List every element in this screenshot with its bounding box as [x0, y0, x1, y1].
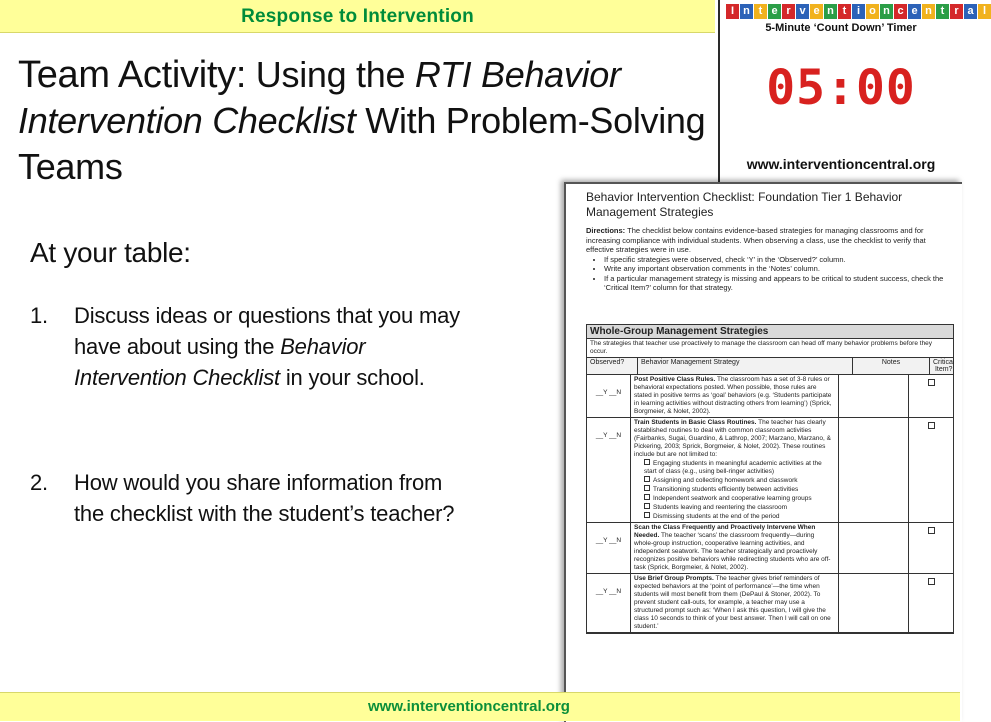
doc-directions [586, 226, 946, 293]
timer-value: 05:00 [766, 60, 916, 116]
table-row [587, 523, 953, 574]
observed-yn: __Y __N [587, 523, 631, 573]
critical-checkbox [909, 418, 953, 522]
timer-url: www.interventioncentral.org [746, 156, 936, 172]
table-row [587, 418, 953, 523]
step-1 [30, 300, 470, 393]
directions-text: The checklist below contains evidence-based strategies for managing classrooms and for increasing compliance with individual students. When observing a class, use the checklist to verify that effective strategies were in use. [586, 226, 926, 254]
observed-yn: __Y __N [587, 375, 631, 417]
sub-item: Engaging students in meaningful academic activities at the start of class (e.g., using bell-ringer activities) [644, 460, 822, 475]
col-observed: Observed? [587, 358, 638, 374]
strategy-cell: Use Brief Group Prompts. The teacher gives brief reminders of expected behaviors at the ‘point of performance’—the time when students will most benefit from them (DePaul & Stoner, 2002). To prevent student call-outs, for example, a teacher may use a structured prompt such as: ‘When I ask this question, I will give the class 10 seconds to think of your best answer. Then I will call on one student.’ [631, 574, 839, 632]
table-row [587, 574, 953, 633]
directions-label: Directions: [586, 226, 626, 235]
step-italic: Behavior Intervention Checklist [74, 334, 366, 390]
notes-cell [839, 523, 909, 573]
title-part-3: With Problem-Solving Teams [18, 100, 706, 187]
section-heading: Whole-Group Management Strategies [587, 325, 953, 339]
countdown-timer [718, 0, 987, 184]
col-strategy: Behavior Management Strategy [638, 358, 853, 374]
section-note: The strategies that teacher use proactively to manage the classroom can head off many behavior problems before they occur. [587, 339, 953, 358]
strategy-cell: Post Positive Class Rules. The classroom has a set of 3-8 rules or behavioral expectations posted. When possible, those rules are stated in positive terms as ‘goal’ behaviors (e.g. ‘Students participate in learning activities without distracting others from learning’) (Sprick, Borgmeier, & Nolet, 2002). [631, 375, 839, 417]
step-number: 1. [30, 303, 48, 328]
header-title: Response to Intervention [241, 6, 474, 27]
sub-item: Students leaving and reentering the classroom [634, 503, 835, 512]
observed-yn: __Y __N [587, 418, 631, 522]
strategy-cell: Scan the Class Frequently and Proactively Intervene When Needed. The teacher ‘scans’ the classroom frequently—during whole-group instruction, cooperative learning activities, and independent seatwork. The teacher strategically and proactively recognizes positive behaviors while redirecting students who are off-task (Sprick, Borgmeier, & Nolet, 2002). [631, 523, 839, 573]
title-part-1: Using the [246, 54, 415, 95]
critical-checkbox [909, 574, 953, 632]
title-lead: Team Activity: [18, 54, 247, 96]
step-2 [30, 467, 470, 529]
bullet-item: • If specific strategies were observed, check ‘Y’ in the ‘Observed?’ column. [604, 255, 946, 265]
bullet-item: • Write any important observation comments in the ‘Notes’ column. [604, 264, 946, 274]
table-subhead: At your table: [30, 237, 191, 268]
doc-title: Behavior Intervention Checklist: Foundation Tier 1 Behavior Management Strategies [586, 190, 903, 219]
brand-logo: I n t e r v e n t i o n c e n t r a l [726, 4, 991, 19]
table-header [587, 358, 953, 375]
checklist-table [586, 324, 954, 634]
step-text: How would you share information from the checklist with the student’s teacher? [74, 470, 455, 526]
steps-list [30, 300, 470, 529]
sub-item: Dismissing students at the end of the period [634, 512, 835, 521]
sub-item: Assigning and collecting homework and classwork [634, 476, 835, 485]
footer-band [0, 692, 960, 721]
notes-cell [839, 418, 909, 522]
checklist-document [564, 182, 962, 722]
step-text: Discuss ideas or questions that you may have about using the [74, 303, 460, 359]
table-row [587, 375, 953, 418]
observed-yn: __Y __N [587, 574, 631, 632]
critical-checkbox [909, 523, 953, 573]
strategy-cell: Train Students in Basic Class Routines. The teacher has clearly established routines to deal with common classroom activities (Fairbanks, Sugai, Guardino, & Lathrop, 2007; Marzano, Marzano, & Pickering, 2003; Sprick, Borgmeier, & Nolet, 2002). These routines include but are not limited to: Engaging students in meaningful academic activities at the start of class (e.g., using bell-ringer activities) Assigning and collecting homework and classwork Transitioning students efficiently between activities Independent seatwork and cooperative learning groups Students leaving and reentering the classroom Dismissing students at the end of the period [631, 418, 839, 522]
sub-item: Independent seatwork and cooperative learning groups [634, 494, 835, 503]
title-part-2: RTI Behavior Intervention Checklist [18, 54, 621, 141]
notes-cell [839, 375, 909, 417]
footer-url[interactable]: www.interventioncentral.org [368, 698, 570, 715]
critical-checkbox [909, 375, 953, 417]
col-critical: Critical Item? [933, 359, 955, 373]
sub-item: Transitioning students efficiently between activities [634, 485, 835, 494]
bullet-item: • If a particular management strategy is missing and appears to be critical to student success, check the ‘Critical Item?’ column for that strategy. [604, 274, 946, 293]
step-text-end: in your school. [279, 365, 425, 390]
slide-title [18, 52, 718, 190]
notes-cell [839, 574, 909, 632]
directions-bullets [586, 255, 946, 293]
step-number: 2. [30, 470, 48, 495]
header-band [0, 0, 715, 33]
col-notes: Notes [853, 358, 930, 374]
timer-subtitle: 5-Minute ‘Count Down’ Timer [765, 22, 917, 34]
